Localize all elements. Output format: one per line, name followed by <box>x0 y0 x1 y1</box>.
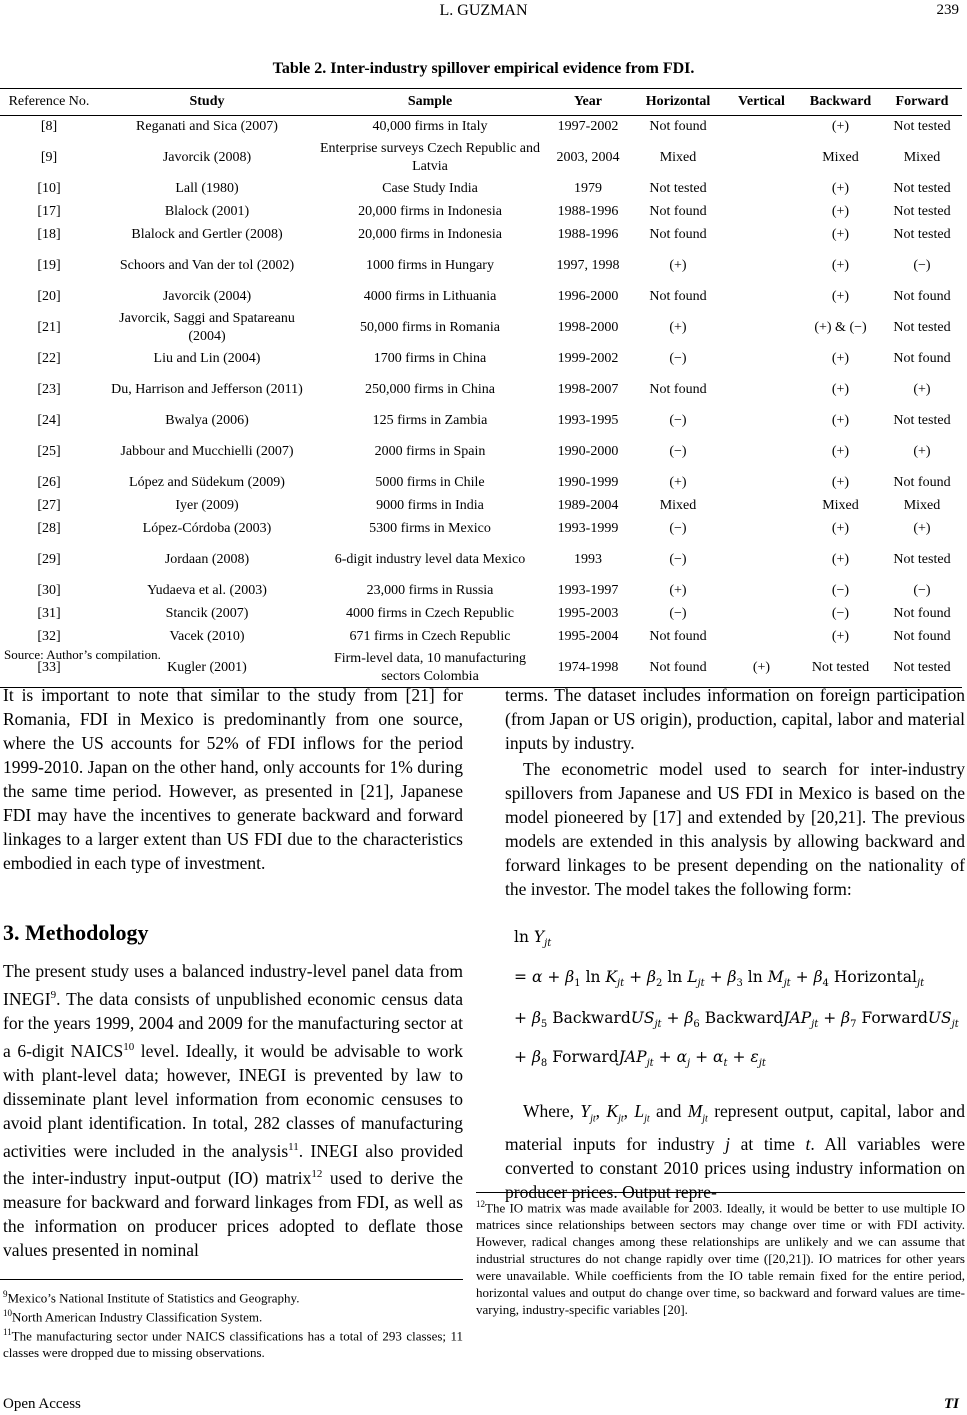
table-row <box>0 518 962 541</box>
cell-backward: (+) <box>831 204 850 219</box>
cell-forward: (+) <box>913 521 931 536</box>
cell-sample: Case Study India <box>382 181 478 196</box>
cell-study: Iyer (2009) <box>175 498 239 513</box>
cell-horizontal: Not found <box>649 227 707 242</box>
cell-backward: Not tested <box>811 659 870 675</box>
cell-study: Javorcik (2004) <box>162 289 252 304</box>
col-header-vertical: Vertical <box>738 94 785 109</box>
cell-forward: Not tested <box>893 204 951 219</box>
eq-forward: Forward <box>552 1048 619 1066</box>
cell-backward: (+) <box>831 521 850 536</box>
eq-forward: Forward <box>861 1009 928 1027</box>
table-header-row <box>0 89 962 116</box>
cell-year: 1996-2000 <box>557 289 619 304</box>
left-paragraph-2 <box>3 959 463 1262</box>
cell-sample: 40,000 firms in Italy <box>372 119 488 135</box>
cell-vertical <box>724 348 799 371</box>
eq-plus: + <box>514 1048 527 1066</box>
eq-var-y: Y <box>580 1101 591 1121</box>
eq-alpha: α <box>713 1048 724 1066</box>
cell-forward: Not found <box>893 606 951 621</box>
eq-var-us: US <box>630 1009 655 1027</box>
right-paragraph-1: terms. The dataset includes information on foreign participation (from Japan or US origin), production, capital, labor and material inputs by industry. <box>505 685 965 753</box>
table-row <box>0 580 962 603</box>
cell-sample: 4000 firms in Czech Republic <box>346 606 514 621</box>
footer-journal-code: TI <box>944 1396 959 1412</box>
cell-year: 1993 <box>574 552 602 567</box>
cell-year: 1979 <box>574 181 602 196</box>
text-run: and <box>656 1101 682 1121</box>
col-header-year: Year <box>574 94 602 109</box>
text-run: . INEGI also provided the inter-industry input-output (IO) matrix <box>3 1140 463 1189</box>
cell-horizontal: Not found <box>649 204 707 219</box>
text-run: used to derive the measure for backward and forward linkages from FDI, as well as the information on producer prices adopted to deflate those values presented in nominal <box>3 1168 463 1261</box>
table-row <box>0 371 962 410</box>
cell-ref: [20] <box>37 289 61 304</box>
table-row <box>0 116 962 139</box>
left-paragraph-1: It is important to note that similar to the study from [21] for Romania, FDI in Mexico is predominantly from one source, where the US accounts for 52% of FDI inflows for the period 1999-2010. Japan on the other hand, only accounts for 1% during the same time period. However, as presented in [21], Japanese FDI may have the incentives to generate backward and forward linkages to a larger extent than US FDI due to the characteristics embodied in each type of investment. <box>3 685 463 873</box>
cell-study: Kugler (2001) <box>167 659 247 675</box>
eq-beta: β <box>841 1009 851 1027</box>
cell-ref: [30] <box>37 583 61 598</box>
cell-horizontal: Mixed <box>659 498 697 513</box>
cell-sample: 6-digit industry level data Mexico <box>334 552 526 567</box>
cell-year: 1988-1996 <box>557 227 619 242</box>
col-header-reference: Reference No. <box>8 94 90 109</box>
eq-ln: ln <box>667 968 683 986</box>
eq-plus: + <box>547 968 561 986</box>
table-row <box>0 495 962 518</box>
cell-backward: (+) <box>831 289 850 304</box>
cell-forward: Mixed <box>903 150 941 165</box>
cell-year: 1998-2007 <box>557 382 619 397</box>
cell-ref: [9] <box>40 150 58 165</box>
cell-year: 1998-2000 <box>557 320 619 335</box>
eq-backward: Backward <box>704 1009 784 1027</box>
eq-backward: Backward <box>552 1009 631 1027</box>
cell-forward: (+) <box>913 382 931 397</box>
table-row <box>0 541 962 580</box>
cell-study: Lall (1980) <box>175 181 239 196</box>
eq-subscript: j <box>687 1058 691 1070</box>
table-row <box>0 247 962 286</box>
cell-study: Yudaeva et al. (2003) <box>147 583 267 598</box>
cell-horizontal: Mixed <box>659 150 697 165</box>
cell-ref: [8] <box>40 119 58 135</box>
cell-year: 1997, 1998 <box>556 258 620 273</box>
cell-study: Liu and Lin (2004) <box>153 351 261 366</box>
eq-ln: ln <box>747 968 763 986</box>
footnote-10 <box>3 1305 463 1325</box>
footnote-mark: 9 <box>3 1289 8 1299</box>
cell-forward: Not tested <box>893 413 951 428</box>
table-row <box>0 472 962 495</box>
cell-study: Javorcik (2008) <box>162 150 252 165</box>
cell-year: 1990-2000 <box>557 444 619 459</box>
cell-ref: [24] <box>37 413 61 428</box>
table-row <box>0 201 962 224</box>
col-header-sample: Sample <box>407 94 453 109</box>
cell-ref: [21] <box>37 320 61 335</box>
footnote-divider-left <box>0 1279 463 1280</box>
col-header-forward: Forward <box>895 94 949 109</box>
eq-var-k: K <box>605 968 618 986</box>
cell-sample: 250,000 firms in China <box>365 382 495 397</box>
cell-horizontal: Not tested <box>649 181 707 196</box>
eq-ln: ln <box>514 928 529 946</box>
cell-horizontal: Not found <box>649 289 707 304</box>
cell-study: López and Südekum (2009) <box>129 475 285 490</box>
cell-backward: (+) <box>831 552 850 567</box>
eq-subscript: jt <box>618 1113 624 1125</box>
spillover-table <box>0 88 962 688</box>
eq-var-m: M <box>687 1101 703 1121</box>
col-header-horizontal: Horizontal <box>645 94 711 109</box>
cell-ref: [19] <box>37 258 61 273</box>
text-run: t <box>805 1133 811 1154</box>
table-row <box>0 286 962 309</box>
cell-horizontal: (−) <box>669 444 687 459</box>
eq-var-jap: JAP <box>783 1009 812 1027</box>
cell-forward: (−) <box>913 258 931 273</box>
cell-horizontal: Not found <box>649 119 707 135</box>
cell-vertical <box>724 541 799 580</box>
table-row <box>0 178 962 201</box>
equation-line-4: + $\beta_8$ ForwardJAP$_{jt}$ + $\alpha_j + \alpha_t + \varepsilon_{jt}$ <box>514 1048 766 1070</box>
cell-vertical <box>724 224 799 247</box>
cell-horizontal: (−) <box>669 606 687 621</box>
cell-backward: (+) <box>831 258 850 273</box>
cell-vertical <box>724 433 799 472</box>
cell-forward: Not found <box>893 475 951 490</box>
footnote-text: The IO matrix was made available for 2003. Ideally, it would be better to use multiple IO matrices since relationships between sectors may change over time or with FDI activity. However, radical changes among these relationships are unlikely and we can assume that industrial structures do not change rapidly over time ([20,21]). IO matrices for other years were unavailable. While coefficients from the IO table remain fixed for the entire period, horizontal values and output do change over time, so backward and forward values are time-varying, industry-specific variables [20]. <box>476 1200 965 1318</box>
cell-ref: [32] <box>37 629 61 644</box>
cell-vertical <box>724 518 799 541</box>
table-row <box>0 348 962 371</box>
cell-ref: [10] <box>37 181 61 196</box>
cell-forward: Not tested <box>893 659 951 675</box>
eq-subscript: t <box>723 1058 728 1070</box>
cell-study: Javorcik, Saggi and Spatareanu (2004) <box>119 311 295 344</box>
right-paragraph-2: The econometric model used to search for inter-industry spillovers from Japanese and US FDI in Mexico is based on the model pioneered by [17] and extended by [20,21]. The previous models are extended in this analysis by allowing backward and forward linkages to be present depending on the nationality of the investor. The model takes the following form: <box>505 759 965 899</box>
eq-subscript: jt <box>916 978 925 990</box>
cell-vertical <box>724 603 799 626</box>
cell-ref: [29] <box>37 552 61 567</box>
cell-vertical <box>724 286 799 309</box>
cell-backward: (+) <box>831 475 850 490</box>
cell-sample: 23,000 firms in Russia <box>366 583 494 598</box>
cell-study: Schoors and Van der tol (2002) <box>119 258 295 273</box>
cell-horizontal: (+) <box>669 583 687 598</box>
cell-sample: 1000 firms in Hungary <box>366 258 494 273</box>
equation-line-1 <box>514 928 551 949</box>
cell-study: Du, Harrison and Jefferson (2011) <box>111 382 303 397</box>
footnote-mark: 9 <box>50 989 57 1001</box>
cell-ref: [26] <box>37 475 61 490</box>
cell-backward: Mixed <box>822 150 859 165</box>
cell-year: 1997-2002 <box>557 119 619 135</box>
cell-vertical <box>724 178 799 201</box>
eq-plus: + <box>709 968 723 986</box>
cell-sample: 1700 firms in China <box>373 351 487 366</box>
footnote-mark: 10 <box>3 1308 12 1318</box>
cell-vertical <box>724 472 799 495</box>
cell-backward: (+) <box>831 382 850 397</box>
eq-var-y: Y <box>533 928 545 946</box>
cell-study: Stancik (2007) <box>165 606 249 621</box>
cell-vertical <box>724 247 799 286</box>
footnote-mark: 11 <box>3 1327 12 1337</box>
eq-plus: + <box>514 1009 527 1027</box>
cell-horizontal: (+) <box>669 320 687 335</box>
equation-line-3: + $\beta_5$ BackwardUS$_{jt}$ + $\beta_6$ BackwardJAP$_{jt}$ + $\beta_7$ ForwardUS$_{jt}$ <box>514 1009 959 1031</box>
table-row <box>0 603 962 626</box>
cell-sample: 5000 firms in Chile <box>375 475 485 490</box>
cell-sample: 2000 firms in Spain <box>374 444 486 459</box>
cell-year: 1974-1998 <box>557 659 619 675</box>
eq-subscript: jt <box>644 1113 650 1125</box>
cell-vertical <box>724 410 799 433</box>
eq-beta: β <box>684 1009 694 1027</box>
col-header-backward: Backward <box>809 94 872 109</box>
table-row <box>0 139 962 178</box>
eq-plus: + <box>823 1009 837 1027</box>
cell-forward: Not found <box>893 351 951 366</box>
cell-backward: (+) <box>831 444 850 459</box>
eq-beta: β <box>813 968 823 986</box>
cell-ref: [18] <box>37 227 61 242</box>
cell-forward: Not tested <box>893 119 951 135</box>
footnote-9 <box>3 1286 463 1306</box>
cell-horizontal: (−) <box>669 521 687 536</box>
cell-horizontal: (−) <box>669 413 687 428</box>
footnote-12 <box>476 1196 965 1318</box>
cell-sample: 50,000 firms in Romania <box>360 320 500 335</box>
eq-plus: + <box>795 968 809 986</box>
cell-vertical <box>724 201 799 224</box>
cell-ref: [33] <box>37 659 61 675</box>
cell-ref: [23] <box>37 382 61 397</box>
cell-sample: 671 firms in Czech Republic <box>349 629 511 644</box>
eq-beta: β <box>531 1009 541 1027</box>
cell-horizontal: (+) <box>669 258 687 273</box>
footnote-text: The manufacturing sector under NAICS classifications has a total of 293 classes; 11 classes were dropped due to missing observations. <box>3 1328 463 1361</box>
table-row <box>0 410 962 433</box>
eq-beta: β <box>647 968 657 986</box>
footnote-text: North American Industry Classification System. <box>12 1309 263 1325</box>
cell-year: 1995-2004 <box>557 629 619 644</box>
eq-epsilon: ε <box>750 1048 759 1066</box>
text-run: . The data consists of unpublished economic census data for the years 1999, 2004 and 2009 for the manufacturing sector at a 6-digit NAICS <box>3 988 463 1061</box>
cell-backward: Mixed <box>822 498 859 513</box>
eq-subscript: jt <box>697 978 705 990</box>
cell-vertical <box>724 309 799 348</box>
cell-study: Reganati and Sica (2007) <box>136 119 278 135</box>
eq-var-jap: JAP <box>618 1048 647 1066</box>
footnote-text: Mexico’s National Institute of Statistics and Geography. <box>7 1290 300 1306</box>
table-body <box>0 116 962 688</box>
cell-backward: (+) <box>831 413 850 428</box>
eq-var-m: M <box>767 968 784 986</box>
eq-subscript: jt <box>654 1019 662 1031</box>
footnote-mark: 10 <box>123 1040 135 1053</box>
cell-horizontal: Not found <box>649 629 707 644</box>
cell-sample: Firm-level data, 10 manufacturing sectors Colombia <box>333 650 527 684</box>
eq-subscript: jt <box>646 1058 654 1070</box>
text-run: level. Ideally, it would be advisable to work with plant-level data; however, INEGI is prevented by law to disseminate plant level information from economic censuses to avoid plant identification. In total, 282 classes of manufacturing activities were included in the analysis <box>3 1040 463 1161</box>
table-source: Source: Author’s compilation. <box>4 647 161 662</box>
text-run: at time <box>740 1133 795 1154</box>
eq-alpha: α <box>531 968 543 986</box>
eq-plus: + <box>732 1048 746 1066</box>
cell-ref: [28] <box>37 521 61 536</box>
cell-sample: 5300 firms in Mexico <box>369 521 491 536</box>
cell-backward: (−) <box>831 583 850 598</box>
footer-open-access: Open Access <box>3 1396 81 1412</box>
eq-equals: = <box>514 968 527 986</box>
right-paragraph-3: Where, $Y_{jt}$, $K_{jt}$, $L_{jt}$ and $M_{jt}$ represent output, capital, labor and material inputs for industry j at time t. All variables were converted to constant 2010 prices using industry information on producer prices. Output repre- <box>505 1101 966 1202</box>
eq-subscript: jt <box>702 1113 708 1125</box>
eq-beta: β <box>531 1048 541 1066</box>
running-header-author: L. GUZMAN <box>439 2 528 19</box>
text-run: represent output, capital, labor and material inputs for industry <box>505 1101 966 1154</box>
eq-plus: + <box>658 1048 672 1066</box>
cell-backward: (−) <box>831 606 850 621</box>
table-row <box>0 433 962 472</box>
eq-subscript: jt <box>951 1019 959 1031</box>
cell-vertical <box>724 371 799 410</box>
eq-subscript: jt <box>811 1019 819 1031</box>
cell-forward: Not found <box>893 289 951 304</box>
eq-var-l: L <box>687 968 698 986</box>
cell-forward: Not tested <box>893 181 951 196</box>
cell-year: 1993-1999 <box>557 521 619 536</box>
cell-study: Bwalya (2006) <box>165 413 249 428</box>
eq-var-k: K <box>606 1101 619 1121</box>
text-run: j <box>725 1133 731 1154</box>
eq-var-us: US <box>927 1009 952 1027</box>
eq-plus: + <box>695 1048 709 1066</box>
eq-alpha: α <box>676 1048 688 1066</box>
table-row <box>0 309 962 348</box>
cell-horizontal: Not found <box>649 382 707 397</box>
cell-vertical: (+) <box>752 659 771 675</box>
cell-study: Blalock (2001) <box>164 204 250 219</box>
cell-year: 1988-1996 <box>557 204 619 219</box>
cell-vertical <box>724 116 799 139</box>
cell-horizontal: (−) <box>669 351 687 366</box>
eq-plus: + <box>666 1009 680 1027</box>
col-header-study: Study <box>189 94 225 109</box>
page-number: 239 <box>936 2 959 18</box>
cell-horizontal: (+) <box>669 475 687 490</box>
cell-ref: [17] <box>37 204 61 219</box>
cell-sample: Enterprise surveys Czech Republic and Latvia <box>319 141 541 174</box>
cell-horizontal: (−) <box>669 552 687 567</box>
eq-ln: ln <box>585 968 601 986</box>
cell-sample: 4000 firms in Lithuania <box>363 289 497 304</box>
cell-forward: Not tested <box>893 552 951 567</box>
footnote-divider-right <box>476 1192 965 1193</box>
footnote-mark: 12 <box>476 1199 485 1209</box>
equation-line-2: = $\alpha + \beta_1$ $\ln K_{jt} + \beta_2$ $\ln L_{jt} + \beta_3$ $\ln M_{jt} + \beta_4$ Horizontal$_{jt}$ <box>514 968 925 990</box>
text-run: Where, <box>523 1101 575 1121</box>
cell-forward: Not tested <box>893 227 951 242</box>
cell-vertical <box>724 626 799 649</box>
cell-year: 1989-2004 <box>557 498 619 513</box>
cell-study: Vacek (2010) <box>169 629 245 644</box>
eq-subscript: jt <box>590 1113 596 1125</box>
footnote-mark: 12 <box>311 1168 323 1181</box>
eq-plus: + <box>629 968 643 986</box>
cell-year: 1995-2003 <box>557 606 619 621</box>
cell-year: 2003, 2004 <box>556 150 620 165</box>
cell-year: 1993-1997 <box>557 583 619 598</box>
cell-vertical <box>724 580 799 603</box>
cell-forward: (−) <box>913 583 931 598</box>
cell-ref: [31] <box>37 606 61 621</box>
cell-study: Jabbour and Mucchielli (2007) <box>120 444 294 459</box>
text-run: . All variables were converted to constant 2010 prices using industry information on producer prices. Output repre- <box>505 1133 966 1202</box>
cell-sample: 9000 firms in India <box>376 498 484 513</box>
cell-ref: [25] <box>37 444 61 459</box>
cell-year: 1999-2002 <box>557 351 619 366</box>
table-row <box>0 224 962 247</box>
cell-sample: 125 firms in Zambia <box>372 413 488 428</box>
section-heading-methodology: 3. Methodology <box>3 920 149 945</box>
cell-forward: Mixed <box>903 498 941 513</box>
cell-backward: (+) <box>831 181 850 196</box>
eq-subscript: jt <box>758 1058 766 1070</box>
footnote-11 <box>3 1324 463 1361</box>
cell-backward: (+) <box>831 227 850 242</box>
cell-sample: 20,000 firms in Indonesia <box>358 227 502 242</box>
eq-beta: β <box>565 968 575 986</box>
cell-forward: (+) <box>913 444 931 459</box>
cell-forward: Not tested <box>893 320 951 335</box>
cell-ref: [22] <box>37 351 61 366</box>
eq-subscript: jt <box>783 978 791 990</box>
cell-year: 1993-1995 <box>557 413 619 428</box>
eq-var-l: L <box>634 1101 645 1121</box>
cell-sample: 20,000 firms in Indonesia <box>358 204 502 219</box>
cell-backward: (+) <box>831 351 850 366</box>
footnote-mark: 11 <box>288 1140 299 1153</box>
eq-subscript: jt <box>617 978 625 990</box>
cell-ref: [27] <box>37 498 61 513</box>
table-row <box>0 626 962 649</box>
cell-forward: Not found <box>893 629 951 644</box>
cell-study: López-Córdoba (2003) <box>142 521 272 536</box>
eq-horizontal: Horizontal <box>833 968 917 986</box>
cell-horizontal: Not found <box>649 659 707 675</box>
cell-year: 1990-1999 <box>557 475 619 490</box>
cell-backward: (+) <box>831 119 850 135</box>
cell-study: Blalock and Gertler (2008) <box>131 227 283 242</box>
cell-backward: (+) <box>831 629 850 644</box>
cell-backward: (+) & (−) <box>814 320 867 335</box>
cell-study: Jordaan (2008) <box>164 552 250 567</box>
eq-subscript: jt <box>544 938 552 950</box>
table-title: Table 2. Inter-industry spillover empirical evidence from FDI. <box>272 60 695 77</box>
cell-vertical <box>724 139 799 178</box>
text-run: The present study uses a balanced industry-level panel data from INEGI <box>3 961 463 1009</box>
eq-beta: β <box>727 968 737 986</box>
cell-vertical <box>724 495 799 518</box>
